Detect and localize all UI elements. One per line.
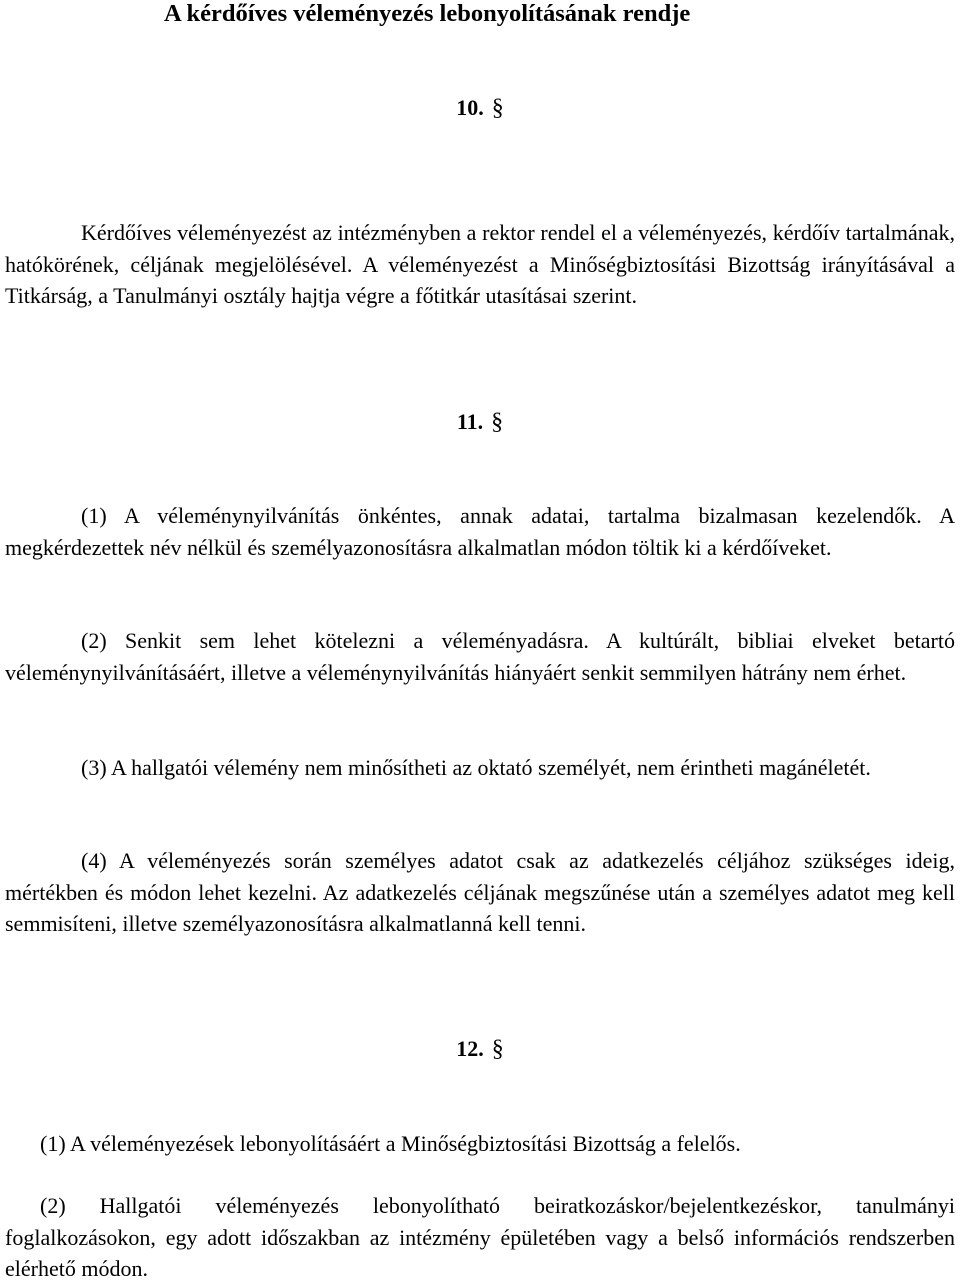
paragraph: (4) A véleményezés során személyes adatot csak az adatkezelés céljához szükséges ideig, mértékben és módon lehet kezelni. Az adatkezelés céljának megszűnése után a személyes adatot meg kell semmisíteni, illetve személyazonosításra alkalmatlanná kell tenni.: [5, 848, 955, 936]
paragraph: Kérdőíves véleményezést az intézményben a rektor rendel el a véleményezés, kérdőív tartalmának, hatókörének, céljának megjelölésével. A véleményezést a Minőségbiztosítási Bizottság irányításával a Titkárság, a Tanulmányi osztály hajtja végre a főtitkár utasításai szerint.: [5, 220, 955, 308]
paragraph: (3) A hallgatói vélemény nem minősítheti az oktató személyét, nem érintheti magánéletét.: [81, 755, 871, 780]
paragraph: (1) A véleményezések lebonyolításáért a Minőségbiztosítási Bizottság a felelős.: [40, 1131, 741, 1156]
section-sign: §: [491, 1036, 504, 1062]
paragraph: (1) A véleménynyilvánítás önkéntes, annak adatai, tartalma bizalmasan kezelendők. A megkérdezettek név nélkül és személyazonosításra alkalmatlan módon töltik ki a kérdőíveket.: [5, 503, 955, 560]
section-number: 10.: [456, 95, 484, 120]
section-heading-10: [5, 93, 955, 123]
section-number: 11.: [456, 409, 484, 434]
section-number: 12.: [456, 1036, 484, 1061]
paragraph: (2) Hallgatói véleményezés lebonyolítható beiratkozáskor/bejelentkezéskor, tanulmányi foglalkozásokon, egy adott időszakban az intézmény épületében vagy a belső információs rendszerben elérhető módon.: [5, 1193, 955, 1281]
section-sign: §: [491, 95, 504, 121]
section-heading-12: [5, 1034, 955, 1064]
paragraph: (2) Senkit sem lehet kötelezni a véleményadásra. A kultúrált, bibliai elveket betartó véleménynyilvánításáért, illetve a véleménynyilvánítás hiányáért senkit semmilyen hátrány nem érhet.: [5, 628, 955, 685]
section-sign: §: [491, 409, 504, 435]
section-heading-11: [5, 407, 955, 437]
document-title: A kérdőíves véleményezés lebonyolításának rendje: [164, 0, 691, 27]
